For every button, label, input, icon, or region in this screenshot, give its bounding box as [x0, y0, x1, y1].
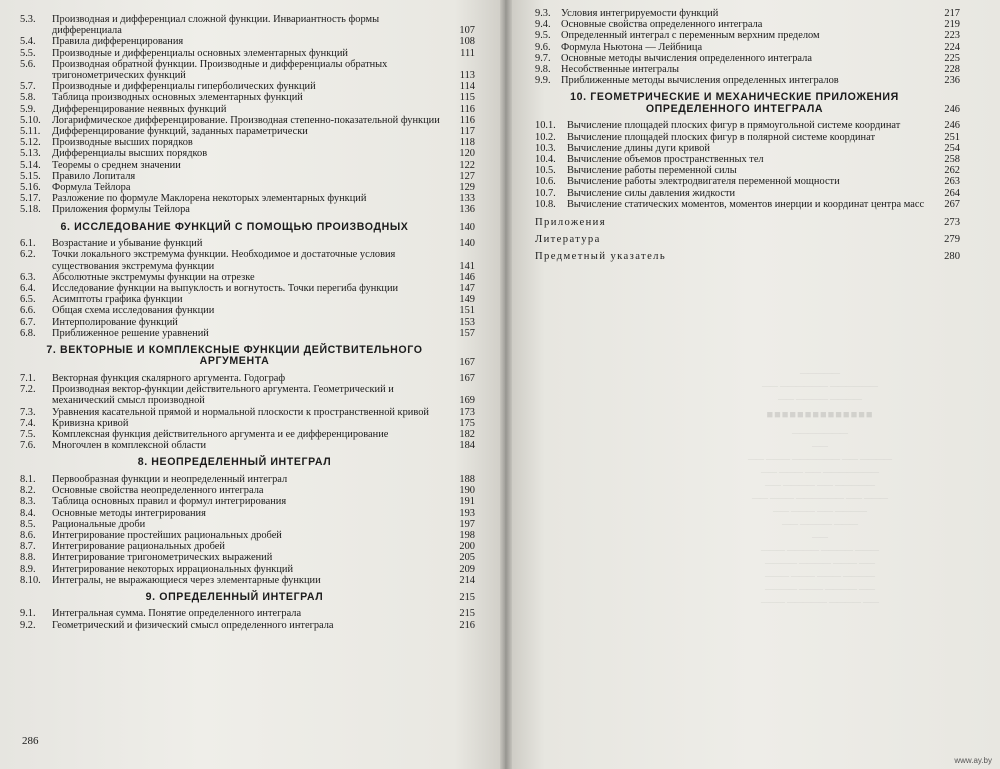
- entry-number: 8.8.: [20, 552, 36, 564]
- entry-page: 279: [944, 234, 960, 246]
- entry-page: 175: [459, 417, 475, 429]
- entry-title: Рациональные дроби: [52, 518, 146, 530]
- entry-title: Определенный интеграл с переменным верхним пределом: [561, 30, 820, 42]
- toc-entry: [535, 132, 960, 143]
- entry-title: Вычисление площадей плоских фигур в полярной системе координат: [567, 131, 875, 143]
- entry-number: 5.8.: [20, 92, 36, 104]
- entry-title: Общая схема исследования функции: [52, 305, 215, 317]
- toc-entry: [20, 171, 475, 182]
- entry-number: 5.5.: [20, 47, 36, 59]
- entry-number: 9.8.: [535, 64, 551, 76]
- chapter-page: 246: [944, 104, 960, 116]
- toc-entry: [20, 115, 475, 126]
- toc-entry: [535, 42, 960, 53]
- toc-section-6: [20, 238, 475, 339]
- entry-title: Дифференцирование функций, заданных параметрически: [52, 126, 308, 138]
- entry-page: 147: [459, 282, 475, 294]
- entry-title: Приближенные методы вычисления определенных интегралов: [561, 75, 839, 87]
- entry-number: 5.10.: [20, 114, 41, 126]
- toc-entry: [20, 530, 475, 541]
- toc-section-10: [535, 120, 960, 210]
- entry-page: 246: [944, 120, 960, 132]
- entry-page: 209: [459, 563, 475, 575]
- toc-entry: [20, 552, 475, 563]
- toc-entry: [535, 8, 960, 19]
- entry-title: Геометрический и физический смысл определенного интеграла: [52, 619, 334, 631]
- toc-section-9-continued: [535, 8, 960, 86]
- entry-page: 193: [459, 507, 475, 519]
- entry-page: 151: [459, 305, 475, 317]
- right-page: [505, 0, 1000, 769]
- entry-title: Векторная функция скалярного аргумента. Годограф: [52, 372, 286, 384]
- entry-page: 236: [944, 75, 960, 87]
- entry-title: Вычисление работы электродвигателя переменной мощности: [567, 176, 840, 188]
- entry-page: 141: [459, 260, 475, 272]
- entry-page: 146: [459, 271, 475, 283]
- entry-page: 182: [459, 429, 475, 440]
- entry-number: 10.4.: [535, 154, 556, 166]
- toc-entry: [20, 608, 475, 619]
- entry-page: 111: [460, 47, 475, 59]
- toc-section-7: [20, 373, 475, 451]
- entry-page: 251: [944, 131, 960, 143]
- toc-entry: [20, 373, 475, 384]
- entry-number: 9.3.: [535, 8, 551, 19]
- toc-entry: [20, 474, 475, 485]
- chapter-title: 9. ОПРЕДЕЛЕННЫЙ ИНТЕГРАЛ: [145, 590, 324, 603]
- toc-entry: [535, 165, 960, 176]
- entry-page: 273: [944, 217, 960, 229]
- entry-title: Дифференциалы высших порядков: [52, 148, 208, 160]
- entry-page: 215: [459, 608, 475, 620]
- chapter-10-heading: [535, 92, 960, 115]
- entry-number: 5.17.: [20, 193, 41, 205]
- toc-entry: [20, 317, 475, 328]
- entry-title: Абсолютные экстремумы функции на отрезке: [52, 271, 255, 283]
- entry-number: 5.16.: [20, 182, 41, 194]
- entry-page: 280: [944, 251, 960, 263]
- entry-number: 5.3.: [20, 14, 36, 25]
- toc-entry: [535, 154, 960, 165]
- entry-number: 7.2.: [20, 384, 36, 396]
- entry-title: Приложения формулы Тейлора: [52, 204, 190, 216]
- entry-number: 5.13.: [20, 148, 41, 160]
- toc-entry: [20, 160, 475, 171]
- entry-title: Основные методы интегрирования: [52, 507, 206, 519]
- entry-number: 10.5.: [535, 165, 556, 177]
- entry-title: Вычисление длины дуги кривой: [567, 142, 710, 154]
- entry-title: Точки локального экстремума функции. Необходимое и достаточные условия существования экстремума функции: [52, 249, 396, 272]
- toc-entry: [20, 496, 475, 507]
- entry-title: Правила дифференцирования: [52, 36, 184, 48]
- entry-page: 108: [459, 36, 475, 48]
- entry-title: Исследование функции на выпуклость и вогнутость. Точки перегиба функции: [52, 282, 399, 294]
- entry-number: 8.1.: [20, 473, 36, 485]
- entry-page: 120: [459, 148, 475, 160]
- chapter-page: 167: [459, 356, 475, 368]
- entry-title: Основные методы вычисления определенного интеграла: [561, 52, 812, 64]
- entry-page: 129: [459, 182, 475, 194]
- toc-entry: [20, 485, 475, 496]
- entry-number: 8.10.: [20, 574, 41, 586]
- toc-section-9: [20, 608, 475, 630]
- entry-title: Интегрирование рациональных дробей: [52, 541, 225, 553]
- toc-entry: [535, 19, 960, 30]
- entry-title: Производная обратной функции. Производные и дифференциалы обратных тригонометрических функций: [52, 58, 388, 82]
- toc-entry: [20, 283, 475, 294]
- entry-number: 5.15.: [20, 170, 41, 182]
- entry-number: 6.6.: [20, 305, 36, 317]
- entry-number: 6.7.: [20, 316, 36, 328]
- toc-entry: [20, 418, 475, 429]
- entry-title: Многочлен в комплексной области: [52, 440, 207, 452]
- entry-page: 188: [459, 473, 475, 485]
- entry-title: Дифференцирование неявных функций: [52, 103, 227, 115]
- entry-title: Таблица производных основных элементарных функций: [52, 92, 303, 104]
- entry-number: 9.2.: [20, 619, 36, 631]
- entry-page: 205: [459, 552, 475, 564]
- entry-title: Уравнения касательной прямой и нормальной плоскости к пространственной кривой: [52, 406, 429, 418]
- entry-page: 223: [944, 30, 960, 42]
- entry-page: 198: [459, 529, 475, 541]
- entry-page: 225: [944, 52, 960, 64]
- toc-entry: [20, 104, 475, 115]
- toc-entry: [20, 92, 475, 103]
- toc-entry: [20, 519, 475, 530]
- page-number: 286: [22, 735, 39, 747]
- entry-page: 116: [459, 114, 475, 126]
- entry-page: 216: [459, 619, 475, 631]
- entry-title: Производные и дифференциалы гиперболических функций: [52, 81, 316, 93]
- entry-title: Логарифмическое дифференцирование. Производная степенно-показательной функции: [52, 114, 440, 126]
- entry-number: 9.1.: [20, 608, 36, 620]
- chapter-6-heading: [20, 222, 475, 234]
- toc-entry: [20, 440, 475, 451]
- toc-entry: [20, 294, 475, 305]
- entry-number: 8.3.: [20, 496, 36, 508]
- entry-number: 5.14.: [20, 159, 41, 171]
- entry-title: Интерполирование функций: [52, 316, 178, 328]
- entry-page: 114: [459, 81, 475, 93]
- entry-title: Теоремы о среднем значении: [52, 159, 181, 171]
- chapter-title: 10. ГЕОМЕТРИЧЕСКИЕ И МЕХАНИЧЕСКИЕ ПРИЛОЖЕНИЯ ОПРЕДЕЛЕННОГО ИНТЕГРАЛА: [570, 91, 899, 115]
- toc-entry: [20, 328, 475, 339]
- entry-number: 8.7.: [20, 541, 36, 553]
- toc-entry: [20, 249, 475, 271]
- toc-entry: [20, 508, 475, 519]
- toc-entry: [535, 199, 960, 210]
- toc-entry: [20, 182, 475, 193]
- toc-entry: [20, 137, 475, 148]
- toc-entry: [20, 48, 475, 59]
- entry-page: 115: [459, 92, 475, 104]
- entry-number: 6.1.: [20, 238, 36, 250]
- toc-entry: [20, 384, 475, 406]
- back-matter-entry: [535, 231, 960, 248]
- entry-number: 9.9.: [535, 75, 551, 87]
- entry-number: 10.6.: [535, 176, 556, 188]
- entry-title: Интегрирование простейших рациональных дробей: [52, 529, 282, 541]
- entry-title: Формула Тейлора: [52, 182, 131, 194]
- entry-title: Интегралы, не выражающиеся через элементарные функции: [52, 574, 321, 586]
- chapter-9-heading: [20, 592, 475, 604]
- entry-title: Условия интегрируемости функций: [561, 8, 719, 19]
- entry-page: 263: [944, 176, 960, 188]
- entry-title: Формула Ньютона — Лейбница: [561, 41, 703, 53]
- entry-number: 7.6.: [20, 440, 36, 452]
- toc-entry: [20, 126, 475, 137]
- toc-entry: [20, 36, 475, 47]
- chapter-title: 8. НЕОПРЕДЕЛЕННЫЙ ИНТЕГРАЛ: [137, 456, 332, 469]
- entry-page: 149: [459, 294, 475, 306]
- entry-page: 267: [944, 198, 960, 210]
- entry-title: Приложения: [535, 217, 607, 229]
- entry-title: Асимптоты графика функции: [52, 294, 183, 306]
- entry-number: 6.8.: [20, 327, 36, 339]
- entry-number: 5.11.: [20, 126, 41, 138]
- toc-entry: [535, 188, 960, 199]
- chapter-8-heading: [20, 457, 475, 469]
- entry-number: 5.6.: [20, 58, 36, 70]
- entry-page: 118: [459, 137, 475, 149]
- entry-number: 6.2.: [20, 249, 36, 261]
- entry-number: 5.4.: [20, 36, 36, 48]
- toc-section-8: [20, 474, 475, 586]
- entry-title: Производная и дифференциал сложной функции. Инвариантность формы дифференциала: [52, 14, 380, 37]
- entry-number: 7.5.: [20, 429, 36, 440]
- entry-number: 7.4.: [20, 417, 36, 429]
- entry-title: Вычисление статических моментов, моментов инерции и координат центра масс: [567, 198, 925, 210]
- toc-entry: [535, 176, 960, 187]
- entry-title: Интегральная сумма. Понятие определенного интеграла: [52, 608, 302, 620]
- watermark: www.ay.by: [954, 756, 992, 765]
- toc-entry: [20, 238, 475, 249]
- entry-title: Производная вектор-функции действительного аргумента. Геометрический и механический смысл производной: [52, 384, 394, 407]
- entry-number: 8.9.: [20, 563, 36, 575]
- toc-entry: [535, 53, 960, 64]
- toc-entry: [535, 64, 960, 75]
- entry-number: 6.3.: [20, 271, 36, 283]
- entry-number: 10.1.: [535, 120, 556, 132]
- entry-page: 191: [459, 496, 475, 508]
- entry-title: Производные высших порядков: [52, 137, 193, 149]
- back-matter-entry: [535, 248, 960, 265]
- entry-title: Вычисление силы давления жидкости: [567, 187, 736, 199]
- toc-section-5: [20, 14, 475, 216]
- entry-page: 197: [459, 518, 475, 530]
- entry-number: 9.4.: [535, 19, 551, 31]
- toc-entry: [535, 143, 960, 154]
- entry-number: 5.18.: [20, 204, 41, 216]
- entry-number: 8.5.: [20, 518, 36, 530]
- entry-title: Основные свойства неопределенного интеграла: [52, 485, 264, 497]
- entry-number: 6.4.: [20, 282, 36, 294]
- entry-page: 117: [459, 126, 475, 138]
- chapter-7-heading: [20, 345, 475, 368]
- toc-entry: [20, 407, 475, 418]
- entry-page: 140: [459, 238, 475, 250]
- toc-entry: [535, 120, 960, 131]
- entry-page: 169: [459, 395, 475, 407]
- entry-page: 113: [459, 70, 475, 82]
- entry-title: Основные свойства определенного интеграла: [561, 19, 763, 31]
- entry-page: 258: [944, 154, 960, 166]
- entry-page: 136: [459, 204, 475, 216]
- entry-number: 10.7.: [535, 187, 556, 199]
- entry-page: 107: [459, 25, 475, 37]
- chapter-title: 6. ИССЛЕДОВАНИЕ ФУНКЦИЙ С ПОМОЩЬЮ ПРОИЗВОДНЫХ: [60, 220, 409, 233]
- entry-title: Интегрирование некоторых иррациональных функций: [52, 563, 294, 575]
- entry-title: Комплексная функция действительного аргумента и ее дифференцирование: [52, 429, 389, 440]
- chapter-title: 7. ВЕКТОРНЫЕ И КОМПЛЕКСНЫЕ ФУНКЦИИ ДЕЙСТВИТЕЛЬНОГО АРГУМЕНТА: [46, 343, 423, 368]
- entry-title: Интегрирование тригонометрических выражений: [52, 552, 273, 564]
- toc-entry: [20, 59, 475, 81]
- entry-page: 264: [944, 187, 960, 199]
- entry-number: 6.5.: [20, 294, 36, 306]
- entry-title: Несобственные интегралы: [561, 64, 679, 76]
- entry-number: 8.2.: [20, 485, 36, 497]
- toc-entry: [20, 429, 475, 440]
- toc-entry: [20, 272, 475, 283]
- entry-number: 5.9.: [20, 103, 36, 115]
- entry-number: 10.2.: [535, 131, 556, 143]
- entry-title: Правило Лопиталя: [52, 170, 136, 182]
- entry-number: 9.6.: [535, 41, 551, 53]
- toc-entry: [20, 564, 475, 575]
- entry-page: 219: [944, 19, 960, 31]
- entry-page: 173: [459, 406, 475, 418]
- bleed-through-text: ————— —— —————— —————— —— ———— ———— ■■■■■■■■■■■■■■ ——————— —— —— ——— —————— —— ———— —— ——— —— ——————— —— ———— —— ————— —— ——— —————— —— ——— —— ——— —— ———— —— ———— ——— —— ——— ———— ———— ——— ———— ———— ——— —— ——— ——— ——— ———— ———— ——— ———— —— ——— ————— ———— ——: [748, 368, 892, 606]
- entry-title: Кривизна кривой: [52, 417, 129, 429]
- entry-title: Производные и дифференциалы основных элементарных функций: [52, 47, 348, 59]
- entry-page: 153: [459, 316, 475, 328]
- entry-page: 122: [459, 159, 475, 171]
- entry-number: 5.7.: [20, 81, 36, 93]
- entry-title: Вычисление работы переменной силы: [567, 165, 737, 177]
- entry-number: 7.3.: [20, 406, 36, 418]
- entry-title: Вычисление площадей плоских фигур в прямоугольной системе координат: [567, 120, 901, 132]
- toc-entry: [20, 575, 475, 586]
- chapter-page: 140: [459, 222, 475, 234]
- entry-page: 214: [459, 574, 475, 586]
- entry-title: Таблица основных правил и формул интегрирования: [52, 496, 287, 508]
- entry-title: Разложение по формуле Маклорена некоторых элементарных функций: [52, 193, 367, 205]
- entry-page: 116: [459, 103, 475, 115]
- entry-page: 224: [944, 41, 960, 53]
- entry-number: 9.7.: [535, 52, 551, 64]
- toc-entry: [20, 204, 475, 215]
- entry-page: 167: [459, 372, 475, 384]
- toc-back-matter: [535, 214, 960, 265]
- entry-page: 157: [459, 327, 475, 339]
- entry-page: 133: [459, 193, 475, 205]
- entry-title: Литература: [535, 234, 601, 246]
- entry-page: 200: [459, 541, 475, 553]
- toc-entry: [535, 30, 960, 41]
- entry-title: Вычисление объемов пространственных тел: [567, 154, 764, 166]
- toc-entry: [20, 148, 475, 159]
- entry-number: 9.5.: [535, 30, 551, 42]
- chapter-page: 215: [459, 592, 475, 604]
- entry-title: Возрастание и убывание функций: [52, 238, 203, 250]
- entry-number: 10.8.: [535, 198, 556, 210]
- toc-entry: [20, 14, 475, 36]
- entry-page: 262: [944, 165, 960, 177]
- entry-number: 10.3.: [535, 142, 556, 154]
- toc-entry: [20, 620, 475, 631]
- entry-title: Первообразная функции и неопределенный интеграл: [52, 473, 288, 485]
- entry-number: 8.6.: [20, 529, 36, 541]
- toc-entry: [20, 305, 475, 316]
- toc-entry: [20, 193, 475, 204]
- book-gutter: [500, 0, 512, 769]
- toc-entry: [20, 81, 475, 92]
- toc-entry: [20, 541, 475, 552]
- entry-page: 127: [459, 170, 475, 182]
- entry-title: Предметный указатель: [535, 251, 667, 263]
- entry-number: 5.12.: [20, 137, 41, 149]
- entry-title: Приближенное решение уравнений: [52, 327, 209, 339]
- toc-entry: [535, 75, 960, 86]
- entry-page: 190: [459, 485, 475, 497]
- entry-number: 8.4.: [20, 507, 36, 519]
- entry-page: 217: [944, 8, 960, 19]
- entry-page: 184: [459, 440, 475, 452]
- back-matter-entry: [535, 214, 960, 231]
- entry-number: 7.1.: [20, 372, 36, 384]
- entry-page: 254: [944, 142, 960, 154]
- entry-page: 228: [944, 64, 960, 76]
